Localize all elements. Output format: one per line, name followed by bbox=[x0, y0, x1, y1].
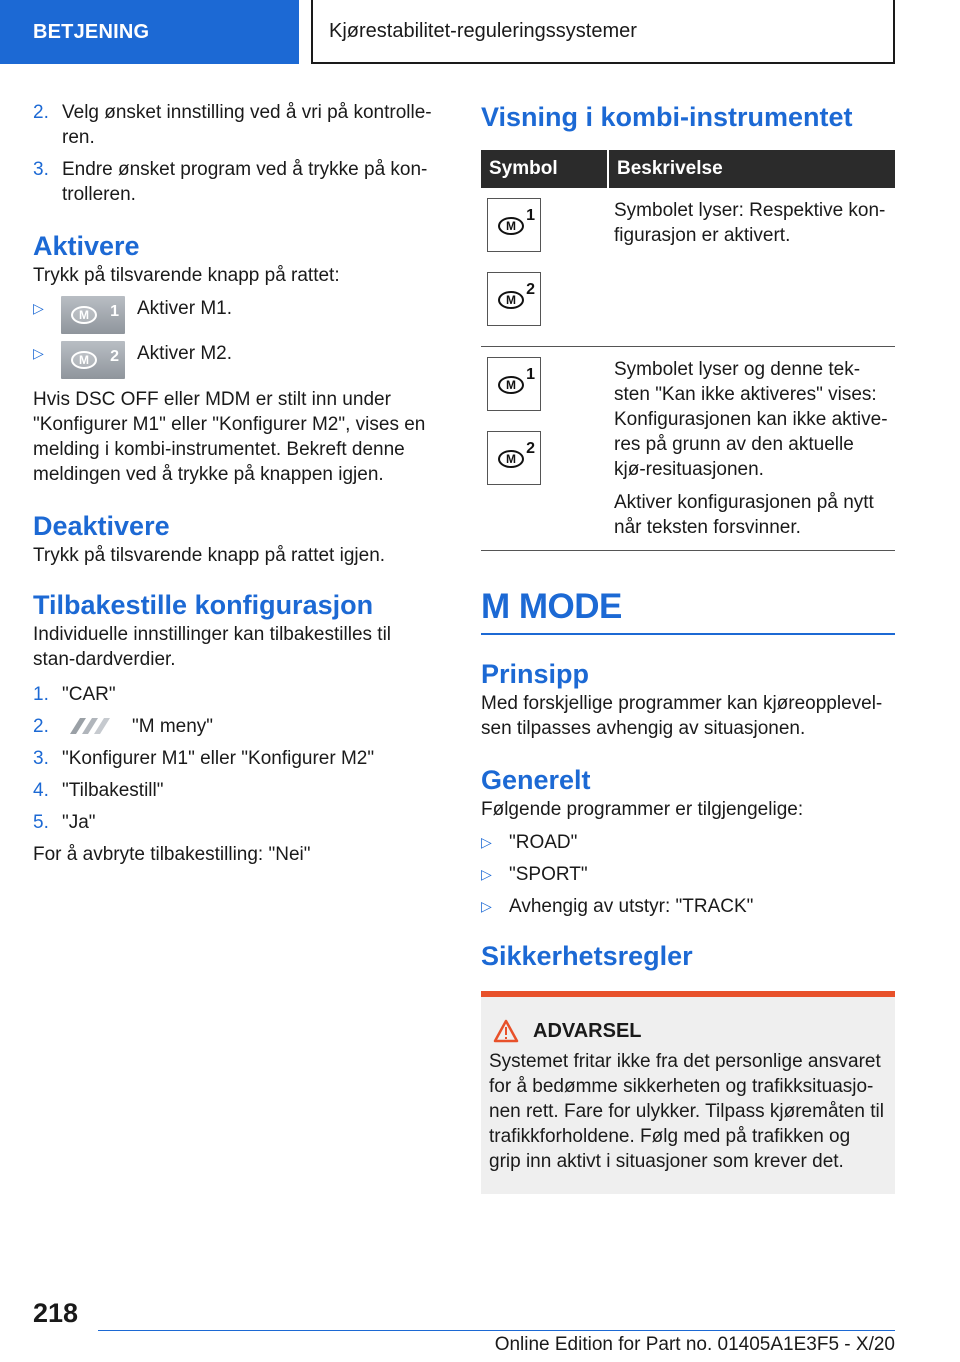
list-item: ▷ M 1 Aktiver M1. bbox=[33, 296, 435, 334]
steps-top bbox=[33, 100, 435, 207]
kombi-heading: Visning i kombi-instrumentet bbox=[481, 102, 853, 132]
m1-indicator-icon: M 1 bbox=[487, 357, 541, 411]
m-menu-icon bbox=[66, 716, 122, 736]
col-desc-header: Beskrivelse bbox=[608, 150, 895, 188]
generelt-heading: Generelt bbox=[481, 765, 591, 795]
triangle-bullet-icon: ▷ bbox=[33, 345, 44, 361]
m2-indicator-icon: M 2 bbox=[487, 431, 541, 485]
reset-steps bbox=[33, 682, 435, 835]
warning-box bbox=[481, 991, 895, 1194]
header-title: Kjørestabilitet-reguleringssystemer bbox=[311, 0, 895, 64]
list-item: ▷ "ROAD" bbox=[481, 832, 578, 853]
reset-cancel: For å avbryte tilbakestilling: "Nei" bbox=[33, 844, 311, 865]
prinsipp-heading: Prinsipp bbox=[481, 659, 590, 689]
m2-button-icon: M 2 bbox=[61, 341, 125, 379]
table-row: M 1 M 2 Symbolet lyser: Respektive kon-figurasjon er aktivert. bbox=[481, 188, 895, 347]
m1-indicator-icon: M 1 bbox=[487, 198, 541, 252]
list-item: 4. "Tilbakestill" bbox=[33, 780, 164, 801]
list-item: ▷ M 2 Aktiver M2. bbox=[33, 341, 435, 379]
triangle-bullet-icon: ▷ bbox=[481, 898, 492, 914]
list-item: ▷ Avhengig av utstyr: "TRACK" bbox=[481, 896, 754, 917]
list-item: 3. Endre ønsket program ved å trykke på kon-trolleren. bbox=[33, 159, 428, 205]
triangle-bullet-icon: ▷ bbox=[33, 300, 44, 316]
list-item: 3. "Konfigurer M1" eller "Konfigurer M2" bbox=[33, 748, 375, 769]
list-item: 1. "CAR" bbox=[33, 684, 116, 705]
right-column bbox=[481, 100, 895, 1194]
col-symbol-header: Symbol bbox=[481, 150, 608, 188]
footer-edition: Online Edition for Part no. 01405A1E3F5 - X/20 bbox=[494, 1334, 895, 1355]
divider bbox=[481, 633, 895, 635]
list-item: 2. "M meny" bbox=[33, 716, 214, 737]
symbol-table bbox=[481, 150, 895, 551]
warning-triangle-icon bbox=[493, 1019, 519, 1043]
prinsipp-text: Med forskjellige programmer kan kjøreopplevel-sen tilpasses avhengig av situasjonen. bbox=[481, 693, 883, 739]
table-row: M 1 M 2 Symbolet lyser og denne tek-sten "Kan ikke aktiveres" vises: Konfigurasjonen kan ikke aktive-res på grunn av den aktuelle kjø-resituasjonen. Aktiver konfigurasjonen på nytt når teksten forsvinner. bbox=[481, 347, 895, 551]
list-item: 5. "Ja" bbox=[33, 812, 96, 833]
warning-text: Systemet fritar ikke fra det personlige ansvaret for å bedømme sikkerheten og trafikksituasjo-nen rett. Fare for ulykker. Tilpass kjøremåten til trafikkforholdene. Følg med på trafikken og grip inn aktivt i situasjoner som krever det. bbox=[489, 1051, 884, 1172]
left-column bbox=[33, 100, 435, 867]
aktivere-heading: Aktivere bbox=[33, 231, 140, 261]
list-item: 2. Velg ønsket innstilling ved å vri på kontrolle-ren. bbox=[33, 102, 432, 148]
generelt-text: Følgende programmer er tilgjengelige: bbox=[481, 799, 804, 820]
reset-heading: Tilbakestille konfigurasjon bbox=[33, 590, 374, 620]
list-item: ▷ "SPORT" bbox=[481, 864, 588, 885]
header-section: BETJENING bbox=[0, 0, 299, 64]
safety-heading: Sikkerhetsregler bbox=[481, 941, 693, 971]
triangle-bullet-icon: ▷ bbox=[481, 834, 492, 850]
reset-text: Individuelle innstillinger kan tilbakestilles til stan-dardverdier. bbox=[33, 624, 392, 670]
page-number: 218 bbox=[33, 1298, 79, 1328]
m2-indicator-icon: M 2 bbox=[487, 272, 541, 326]
deaktivere-heading: Deaktivere bbox=[33, 511, 170, 541]
triangle-bullet-icon: ▷ bbox=[481, 866, 492, 882]
m1-button-icon: M 1 bbox=[61, 296, 125, 334]
aktivere-intro: Trykk på tilsvarende knapp på rattet: bbox=[33, 265, 340, 286]
aktivere-note: Hvis DSC OFF eller MDM er stilt inn under "Konfigurer M1" eller "Konfigurer M2", vises en melding i kombi-instrumentet. Bekreft denne meldingen ved å trykke på knappen igjen. bbox=[33, 389, 426, 485]
mmode-heading: M MODE bbox=[481, 587, 622, 626]
deaktivere-text: Trykk på tilsvarende knapp på rattet igjen. bbox=[33, 545, 386, 566]
warning-title: ADVARSEL bbox=[533, 1019, 642, 1042]
footer-divider bbox=[98, 1330, 895, 1331]
